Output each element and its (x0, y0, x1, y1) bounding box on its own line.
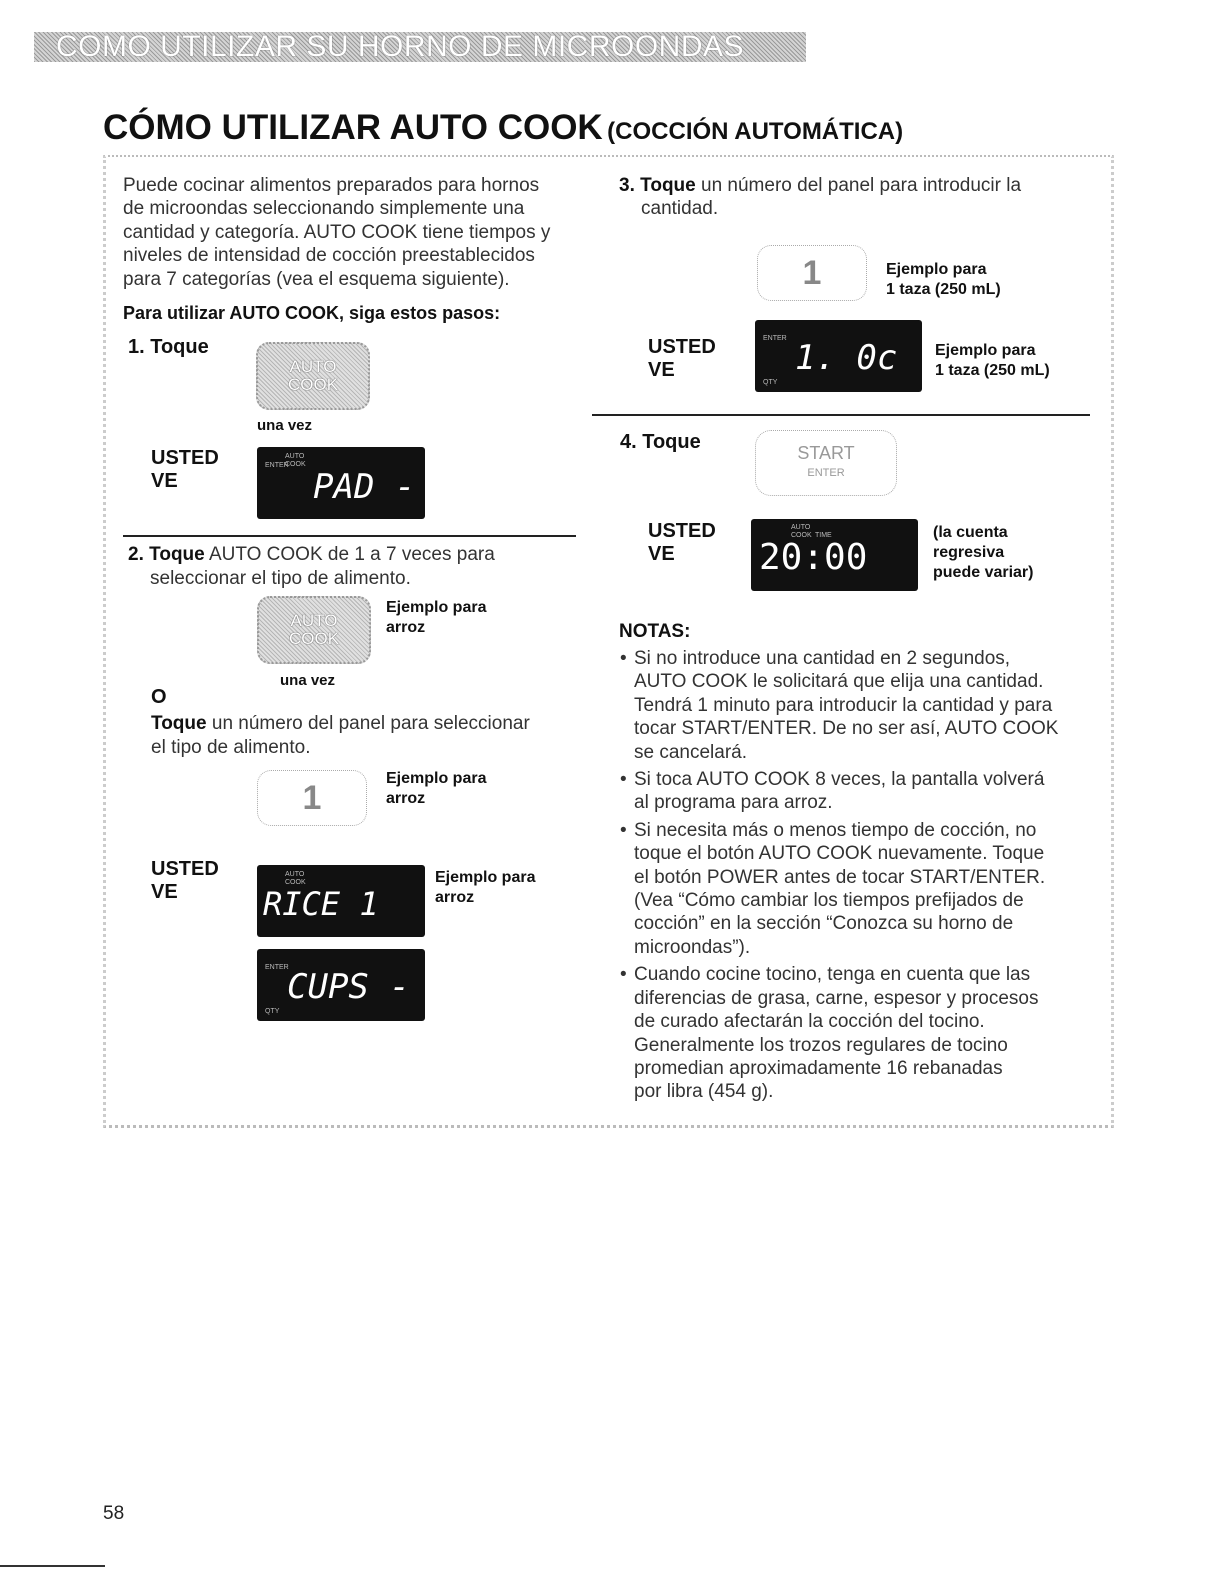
divider (592, 414, 1090, 416)
step3-num: 3. (619, 175, 635, 196)
note-line: promedian aproximadamente 16 rebanadas (634, 1057, 1003, 1079)
step2-alt-text: un número del panel para seleccionar (206, 713, 530, 734)
usted-label: USTED (648, 520, 716, 542)
example-label-line: arroz (435, 889, 475, 906)
step2-alt-bold: Toque (151, 713, 207, 734)
auto-cook-button[interactable] (257, 596, 371, 664)
auto-cook-button[interactable] (256, 342, 370, 410)
step3-line1 (619, 174, 1021, 197)
display-quantity (755, 320, 922, 392)
example-label (386, 769, 486, 809)
intro-paragraph (123, 174, 550, 291)
step2-line2: seleccionar el tipo de alimento. (150, 568, 411, 589)
usted-label: USTED (648, 336, 716, 358)
display-indicator: ENTER (265, 462, 289, 469)
step3-text: un número del panel para introducir la (695, 175, 1022, 196)
display-indicator: TIME (815, 532, 832, 539)
step2-num: 2. (128, 544, 144, 565)
step2-line1 (128, 543, 495, 566)
note-line: toque el botón AUTO COOK nuevamente. Toque (634, 843, 1045, 865)
enter-button-label: ENTER (807, 467, 845, 479)
example-label (935, 341, 1050, 381)
step2-alt-line2: el tipo de alimento. (151, 737, 311, 758)
number-1-button-label: 1 (302, 778, 322, 817)
example-label-line: Ejemplo para (386, 599, 487, 616)
example-label-line: arroz (386, 619, 426, 636)
display-readout: 1. 0c (795, 338, 898, 378)
intro-line: para 7 categorías (vea el esquema siguiente). (123, 268, 510, 290)
steps-heading: Para utilizar AUTO COOK, siga estos pasos: (123, 303, 501, 323)
example-label-line: 1 taza (250 mL) (935, 362, 1050, 379)
auto-cook-button-label: AUTO (289, 357, 337, 376)
display-readout: PAD - (313, 467, 416, 507)
example-label-line: Ejemplo para (386, 770, 487, 787)
page-number: 58 (103, 1503, 125, 1524)
section-header-band (34, 32, 806, 62)
display-indicator: AUTO (285, 871, 305, 878)
divider (123, 535, 576, 537)
display-indicator: COOK (285, 461, 306, 468)
step1-una-vez: una vez (257, 417, 313, 434)
start-enter-button[interactable] (755, 430, 897, 496)
note-line: • Si toca AUTO COOK 8 veces, la pantalla volverá (634, 769, 1045, 791)
note-item (634, 963, 1094, 1103)
display-indicator: COOK (791, 532, 812, 539)
display-pad (257, 447, 425, 519)
example-label-line: Ejemplo para (435, 869, 536, 886)
example-label (435, 868, 535, 908)
number-1-button[interactable] (257, 770, 367, 826)
note-line: cocción” en la sección “Conozca su horno de (634, 913, 1014, 935)
note-line: diferencias de grasa, carne, espesor y procesos (634, 987, 1039, 1009)
display-indicator: ENTER (265, 964, 289, 971)
countdown-note-line: (la cuenta (933, 524, 1008, 541)
display-indicator: QTY (265, 1008, 280, 1015)
note-line: Generalmente los trozos regulares de tocino (634, 1034, 1008, 1056)
display-indicator: QTY (763, 379, 778, 386)
display-readout: RICE 1 (263, 885, 379, 923)
step1-label: 1. Toque (128, 336, 209, 358)
number-1-button-label: 1 (802, 253, 822, 292)
example-label-line: 1 taza (250 mL) (886, 281, 1001, 298)
note-line: de curado afectarán la cocción del tocino. (634, 1011, 985, 1033)
ve-label: VE (648, 359, 675, 381)
ve-label: VE (648, 543, 675, 565)
display-countdown (751, 519, 918, 591)
example-label-line: Ejemplo para (886, 261, 987, 278)
step4-label: 4. Toque (620, 431, 701, 453)
step3-line2: cantidad. (641, 198, 719, 219)
display-indicator: ENTER (763, 335, 787, 342)
display-readout: CUPS - (287, 967, 410, 1007)
footer-rule (0, 1565, 105, 1567)
example-label-line: Ejemplo para (935, 342, 1036, 359)
note-line: AUTO COOK le solicitará que elija una cantidad. (634, 671, 1044, 693)
note-line: tocar START/ENTER. De no ser así, AUTO COOK (634, 718, 1059, 740)
auto-cook-button-label: COOK (288, 629, 340, 648)
step2-text: AUTO COOK de 1 a 7 veces para (204, 544, 495, 565)
start-button-label: START (797, 443, 855, 463)
intro-line: Puede cocinar alimentos preparados para hornos (123, 175, 540, 196)
note-item (634, 819, 1094, 959)
note-item (634, 768, 1094, 815)
intro-line: de microondas seleccionando simplemente una (123, 198, 525, 220)
ve-label: VE (151, 881, 178, 903)
note-line: al programa para arroz. (634, 792, 833, 814)
step3-bold: Toque (640, 175, 696, 196)
example-label (386, 598, 486, 638)
note-line: Tendrá 1 minuto para introducir la cantidad y para (634, 694, 1053, 716)
countdown-note (933, 523, 1033, 583)
intro-line: niveles de intensidad de cocción preestablecidos (123, 245, 535, 267)
note-line: • Cuando cocine tocino, tenga en cuenta que las (634, 964, 1031, 986)
note-line: el botón POWER antes de tocar START/ENTER. (634, 866, 1046, 888)
section-header-text: COMO UTILIZAR SU HORNO DE MICROONDAS (56, 30, 745, 63)
countdown-note-line: regresiva (933, 544, 1005, 561)
note-line: • Si no introduce una cantidad en 2 segundos, (634, 648, 1011, 669)
intro-line: cantidad y categoría. AUTO COOK tiene tiempos y (123, 221, 551, 243)
auto-cook-button-label: COOK (287, 375, 339, 394)
display-rice (257, 865, 425, 937)
or-label: O (151, 686, 167, 708)
step2-una-vez: una vez (280, 672, 336, 689)
number-1-button[interactable] (757, 245, 867, 301)
note-line: se cancelará. (634, 741, 748, 763)
ve-label: VE (151, 470, 178, 492)
note-item (634, 647, 1094, 764)
step2-alt-line1 (151, 712, 530, 735)
notes-heading: NOTAS: (619, 621, 691, 642)
usted-label: USTED (151, 447, 219, 469)
note-line: por libra (454 g). (634, 1081, 774, 1103)
example-label (886, 260, 1001, 300)
page-title-main: CÓMO UTILIZAR AUTO COOK (103, 108, 603, 147)
note-line: microondas”). (634, 936, 751, 958)
page-title-sub: (COCCIÓN AUTOMÁTICA) (607, 118, 904, 145)
display-readout: 20:00 (759, 537, 868, 578)
display-indicator: AUTO (285, 453, 305, 460)
note-line: (Vea “Cómo cambiar los tiempos prefijados de (634, 890, 1024, 912)
example-label-line: arroz (386, 790, 426, 807)
notes-list (634, 647, 1094, 1104)
display-indicator: AUTO (791, 524, 811, 531)
countdown-note-line: puede variar) (933, 564, 1034, 581)
note-line: • Si necesita más o menos tiempo de cocción, no (634, 819, 1037, 841)
display-indicator: COOK (285, 879, 306, 886)
display-cups (257, 949, 425, 1021)
page-title (103, 108, 903, 148)
auto-cook-button-label: AUTO (290, 611, 338, 630)
usted-label: USTED (151, 858, 219, 880)
step2-bold: Toque (149, 544, 205, 565)
